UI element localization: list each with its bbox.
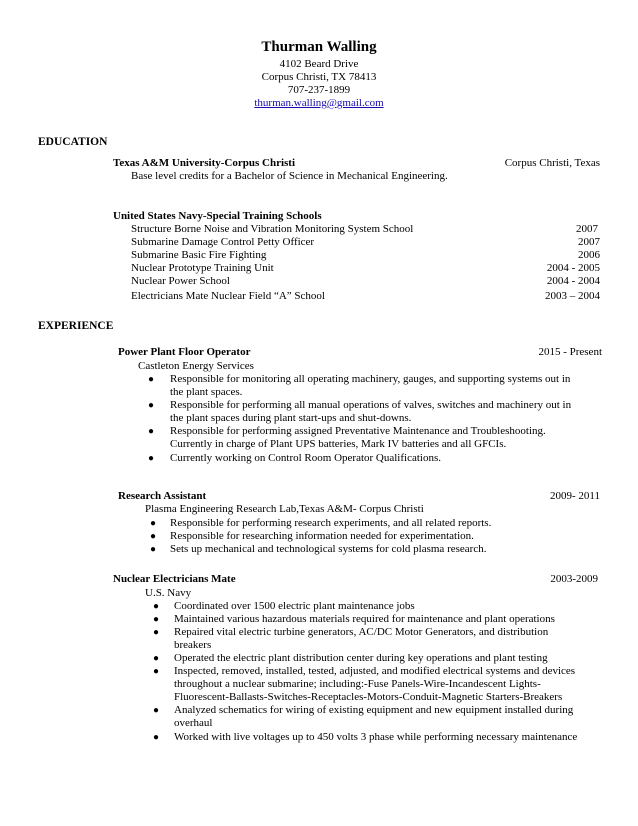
phone-number: 707-237-1899 <box>287 84 351 96</box>
course-title: Structure Borne Noise and Vibration Monitoring System School <box>131 223 414 235</box>
school-name: United States Navy-Special Training Schools <box>113 210 322 222</box>
bullet-icon: ● <box>150 544 157 555</box>
job-dates: 2015 - Present <box>538 346 602 358</box>
job-bullet: Responsible for researching information needed for experimentation. <box>170 530 474 542</box>
course-title: Electricians Mate Nuclear Field “A” School <box>131 290 325 302</box>
bullet-icon: ● <box>150 531 157 542</box>
school-name: Texas A&M University-Corpus Christi <box>113 157 296 169</box>
course-date: 2004 - 2004 <box>546 275 600 287</box>
job-employer: Plasma Engineering Research Lab,Texas A&M- Corpus Christi <box>145 503 424 515</box>
job-bullet: Operated the electric plant distribution center during key operations and plant testing <box>174 652 548 664</box>
bullet-icon: ● <box>153 666 160 677</box>
course-title: Submarine Basic Fire Fighting <box>131 249 267 261</box>
course-date: 2007 <box>578 236 600 248</box>
job-bullet: Inspected, removed, installed, tested, adjusted, and modified electrical systems and devices <box>174 665 576 677</box>
job-bullet-continuation: Fluorescent-Ballasts-Switches-Receptacles-Motors-Conduit-Magnetic Starters-Breakers <box>174 691 563 703</box>
bullet-icon: ● <box>150 518 157 529</box>
city-state-zip: Corpus Christi, TX 78413 <box>261 71 377 83</box>
job-title: Research Assistant <box>118 490 207 502</box>
course-date: 2004 - 2005 <box>546 262 600 274</box>
job-bullet: Responsible for performing assigned Preventative Maintenance and Troubleshooting. <box>170 425 546 437</box>
job-dates: 2009- 2011 <box>549 490 600 502</box>
school-location: Corpus Christi, Texas <box>504 157 600 169</box>
bullet-icon: ● <box>153 705 160 716</box>
job-bullet-continuation: Currently in charge of Plant UPS batteries, Mark IV batteries and all GFCIs. <box>170 438 507 450</box>
course-date: 2003 – 2004 <box>545 290 600 302</box>
job-bullet: Analyzed schematics for wiring of existing equipment and new equipment installed during <box>174 704 574 716</box>
job-bullet: Sets up mechanical and technological systems for cold plasma research. <box>170 543 487 555</box>
bullet-icon: ● <box>153 614 160 625</box>
job-employer: U.S. Navy <box>145 587 192 599</box>
bullet-icon: ● <box>153 653 160 664</box>
job-bullet-continuation: overhaul <box>174 717 213 729</box>
job-title: Nuclear Electricians Mate <box>113 573 236 585</box>
job-bullet: Responsible for performing research experiments, and all related reports. <box>170 517 492 529</box>
course-title: Submarine Damage Control Petty Officer <box>131 236 315 248</box>
school-detail: Base level credits for a Bachelor of Science in Mechanical Engineering. <box>131 170 448 182</box>
job-bullet-continuation: throughout a nuclear submarine; including:-Fuse Panels-Wire-Incandescent Lights- <box>174 678 541 690</box>
job-title: Power Plant Floor Operator <box>118 346 251 358</box>
bullet-icon: ● <box>148 400 155 411</box>
bullet-icon: ● <box>148 374 155 385</box>
candidate-name: Thurman Walling <box>261 39 377 55</box>
bullet-icon: ● <box>153 601 160 612</box>
course-title: Nuclear Prototype Training Unit <box>131 262 274 274</box>
job-bullet-continuation: the plant spaces. <box>170 386 243 398</box>
job-bullet-continuation: breakers <box>174 639 212 651</box>
street-address: 4102 Beard Drive <box>279 58 359 70</box>
job-bullet-continuation: the plant spaces during plant start-ups and shut-downs. <box>170 412 412 424</box>
job-dates: 2003-2009 <box>550 573 598 585</box>
education-heading: EDUCATION <box>38 136 108 148</box>
course-date: 2007 <box>576 223 598 235</box>
job-bullet: Maintained various hazardous materials required for maintenance and plant operations <box>174 613 555 625</box>
job-bullet: Responsible for monitoring all operating machinery, gauges, and supporting systems out in <box>170 373 571 385</box>
experience-heading: EXPERIENCE <box>38 320 114 332</box>
email-link[interactable]: thurman.walling@gmail.com <box>254 97 384 109</box>
job-bullet: Worked with live voltages up to 450 volts 3 phase while performing necessary maintenance <box>174 731 578 743</box>
email-container <box>0 97 638 110</box>
job-bullet: Currently working on Control Room Operator Qualifications. <box>170 452 441 464</box>
job-bullet: Repaired vital electric turbine generators, AC/DC Motor Generators, and distribution <box>174 626 549 638</box>
job-employer: Castleton Energy Services <box>138 360 254 372</box>
course-title: Nuclear Power School <box>131 275 230 287</box>
bullet-icon: ● <box>153 627 160 638</box>
course-date: 2006 <box>578 249 600 261</box>
bullet-icon: ● <box>148 426 155 437</box>
job-bullet: Coordinated over 1500 electric plant maintenance jobs <box>174 600 415 612</box>
job-bullet: Responsible for performing all manual operations of valves, switches and machinery out in <box>170 399 572 411</box>
bullet-icon: ● <box>153 732 160 743</box>
bullet-icon: ● <box>148 453 155 464</box>
